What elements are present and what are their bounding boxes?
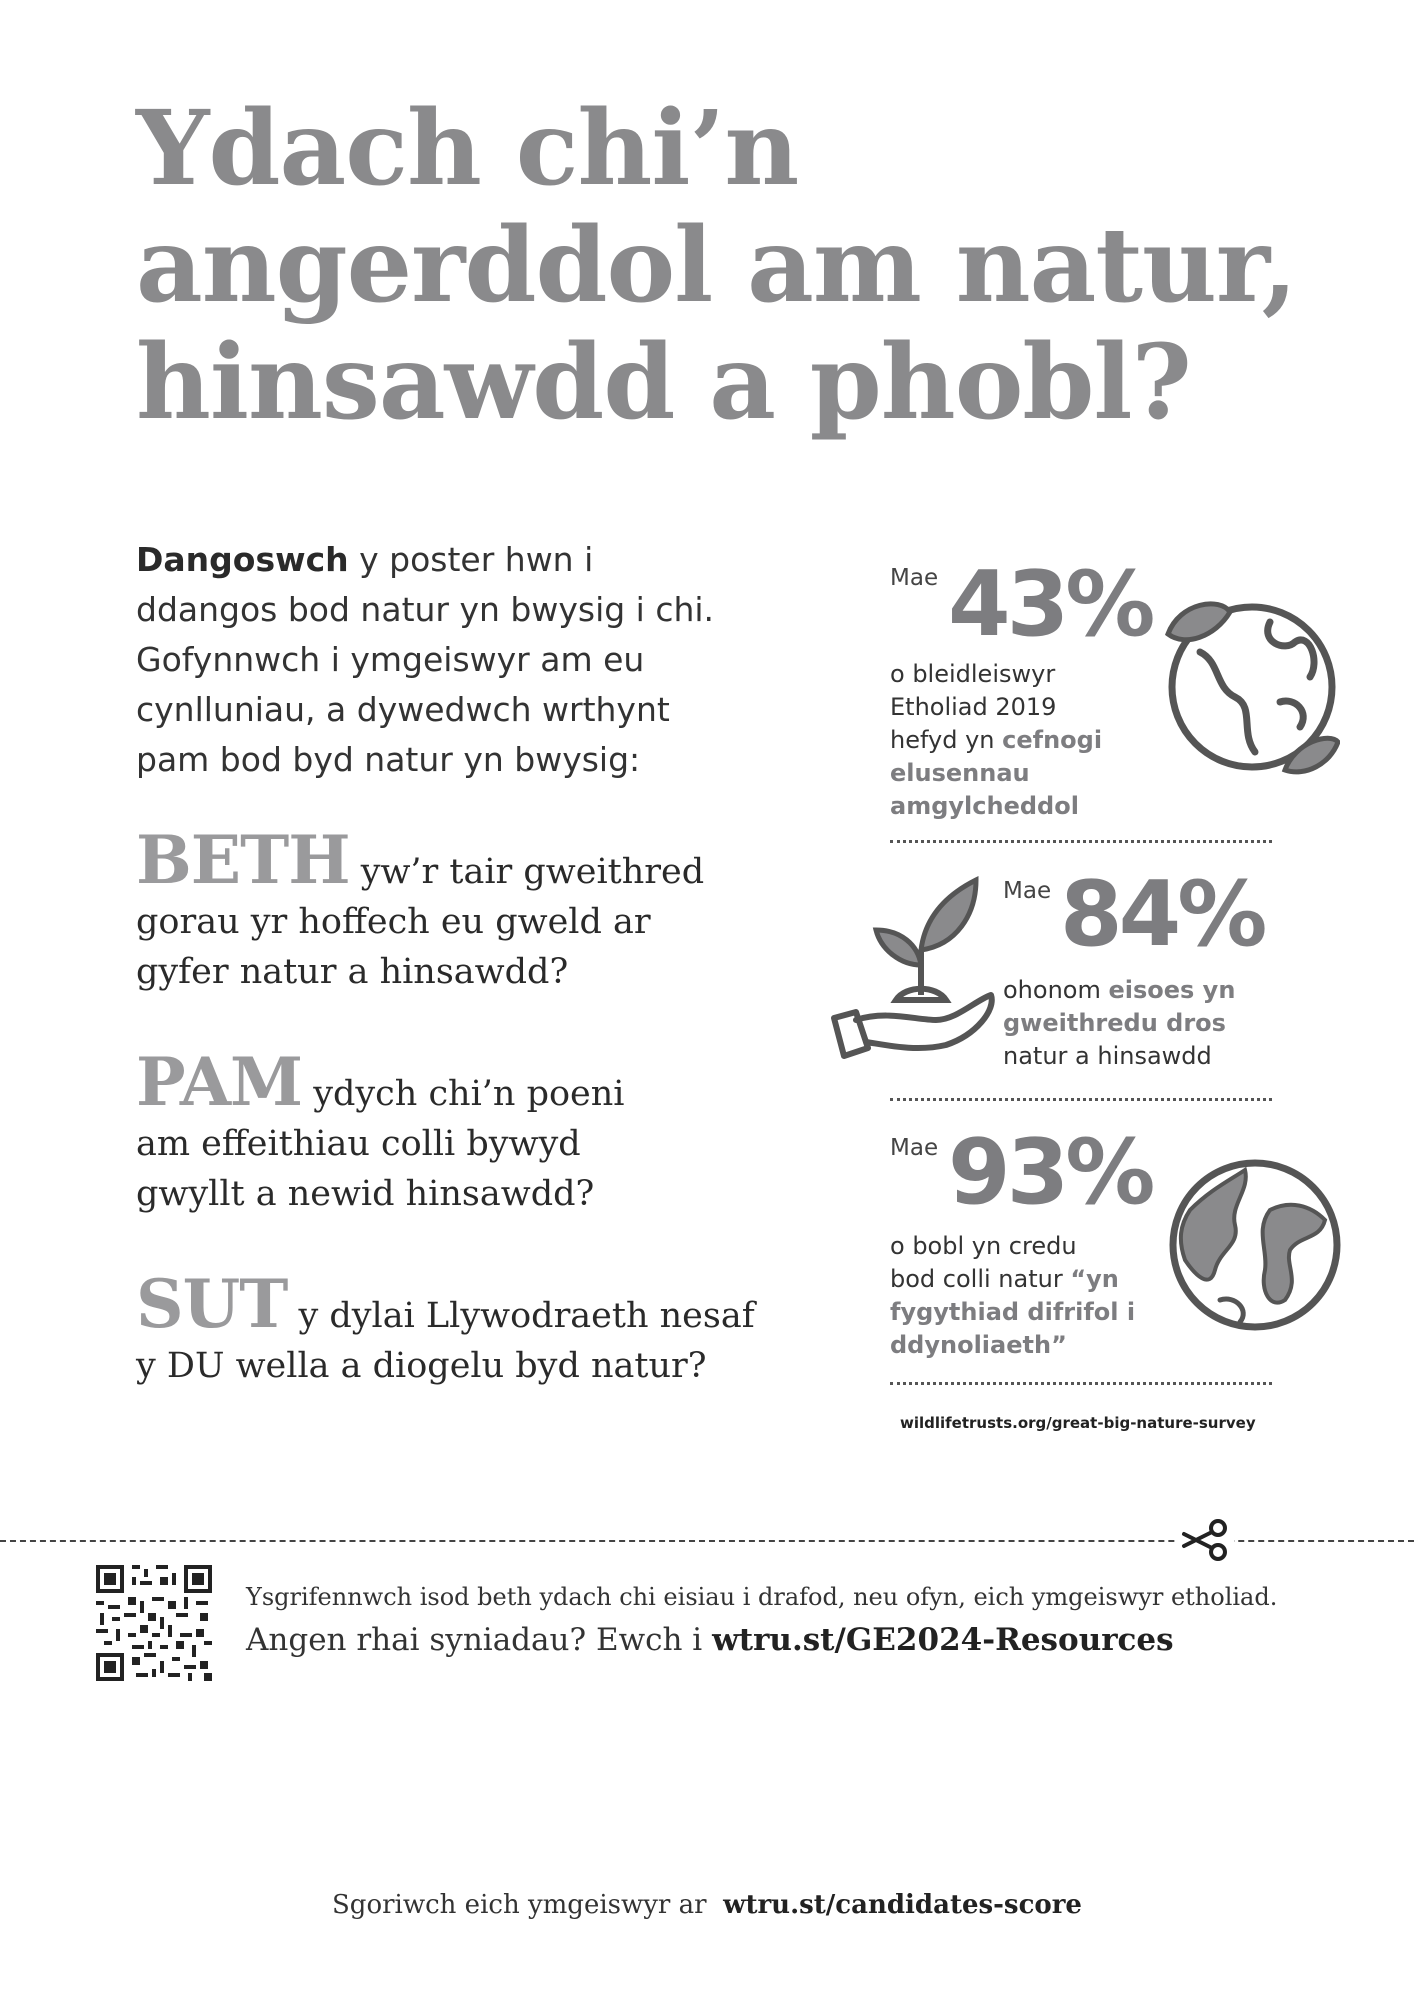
scissors-icon (1178, 1516, 1234, 1564)
stat-percent: 43% (948, 552, 1152, 657)
stat-highlight: amgylcheddol (890, 792, 1079, 820)
stat-description (890, 1230, 1135, 1362)
divider (890, 840, 1272, 843)
question-line (136, 1265, 836, 1343)
stat-highlight: ddynoliaeth” (890, 1331, 1067, 1359)
stat-text-line (890, 1263, 1135, 1296)
question-line: am effeithiau colli bywyd (136, 1124, 581, 1164)
question-sut (136, 1265, 836, 1391)
stat-prefix: Mae (890, 1135, 939, 1161)
stat-text-line (890, 724, 1102, 757)
headline-line: angerddol am natur, (136, 205, 1297, 326)
question-line (136, 1043, 836, 1121)
question-pam (136, 1043, 836, 1219)
earth-globe-icon (1160, 1150, 1350, 1340)
question-line: gwyllt a newid hinsawdd? (136, 1174, 595, 1214)
headline (136, 90, 1336, 441)
resources-link[interactable]: wtru.st/GE2024-Resources (712, 1622, 1174, 1658)
stat-percent: 84% (1060, 862, 1264, 967)
intro-line: cynlluniau, a dywedwch wrthynt (136, 690, 670, 729)
question-word: BETH (136, 821, 350, 899)
stat-text: o bobl yn credu (890, 1232, 1077, 1260)
footer (0, 1890, 1414, 1920)
question-line: y DU wella a diogelu byd natur? (136, 1346, 707, 1386)
question-text: y dylai Llywodraeth nesaf (287, 1296, 755, 1336)
question-beth (136, 821, 836, 997)
intro-text: y poster hwn i (348, 540, 594, 579)
hand-seedling-icon (826, 870, 1006, 1070)
question-line (136, 821, 836, 899)
divider (890, 1382, 1272, 1385)
divider (890, 1098, 1272, 1101)
headline-line: hinsawdd a phobl? (136, 322, 1191, 443)
qr-code-icon (96, 1565, 212, 1681)
question-word: PAM (136, 1043, 303, 1121)
stat-text: natur a hinsawdd (1003, 1042, 1212, 1070)
question-text: yw’r tair gweithred (349, 852, 705, 892)
resources-text: Angen rhai syniadau? Ewch i (246, 1622, 713, 1658)
stat-highlight: elusennau (890, 759, 1030, 787)
stat-text: Etholiad 2019 (890, 693, 1057, 721)
stat-text: hefyd yn (890, 726, 1003, 754)
stat-highlight: fygythiad difrifol i (890, 1298, 1136, 1326)
stat-highlight: gweithredu dros (1003, 1009, 1226, 1037)
source-url: wildlifetrusts.org/great-big-nature-survey (900, 1414, 1256, 1432)
intro-paragraph (136, 535, 816, 785)
question-word: SUT (136, 1265, 288, 1343)
stat-text-line (1003, 974, 1235, 1007)
headline-line: Ydach chi’n (136, 88, 799, 209)
stat-highlight: eisoes yn (1108, 976, 1236, 1004)
intro-line: Gofynnwch i ymgeiswyr am eu (136, 640, 645, 679)
stat-description (890, 658, 1102, 823)
intro-bold: Dangoswch (136, 540, 349, 579)
question-text: ydych chi’n poeni (302, 1074, 625, 1114)
intro-line: ddangos bod natur yn bwysig i chi. (136, 590, 715, 629)
intro-line (136, 535, 816, 585)
stat-text: ohonom (1003, 976, 1109, 1004)
stat-percent: 93% (948, 1120, 1152, 1225)
stat-text: o bleidleiswyr (890, 660, 1056, 688)
footer-link[interactable]: wtru.st/candidates-score (723, 1890, 1082, 1920)
stat-text: bod colli natur (890, 1265, 1071, 1293)
stat-prefix: Mae (1003, 878, 1052, 904)
stat-highlight: cefnogi (1002, 726, 1103, 754)
question-line: gyfer natur a hinsawdd? (136, 952, 569, 992)
footer-text: Sgoriwch eich ymgeiswyr ar (332, 1890, 724, 1920)
intro-line: pam bod byd natur yn bwysig: (136, 740, 641, 779)
write-prompt: Ysgrifennwch isod beth ydach chi eisiau i drafod, neu ofyn, eich ymgeiswyr etholiad. (246, 1583, 1278, 1611)
resources-prompt (246, 1622, 1174, 1658)
stat-highlight: “yn (1070, 1265, 1119, 1293)
stat-prefix: Mae (890, 565, 939, 591)
globe-leaves-icon (1160, 592, 1340, 782)
stat-description (1003, 974, 1235, 1073)
question-line: gorau yr hoffech eu gweld ar (136, 902, 651, 942)
